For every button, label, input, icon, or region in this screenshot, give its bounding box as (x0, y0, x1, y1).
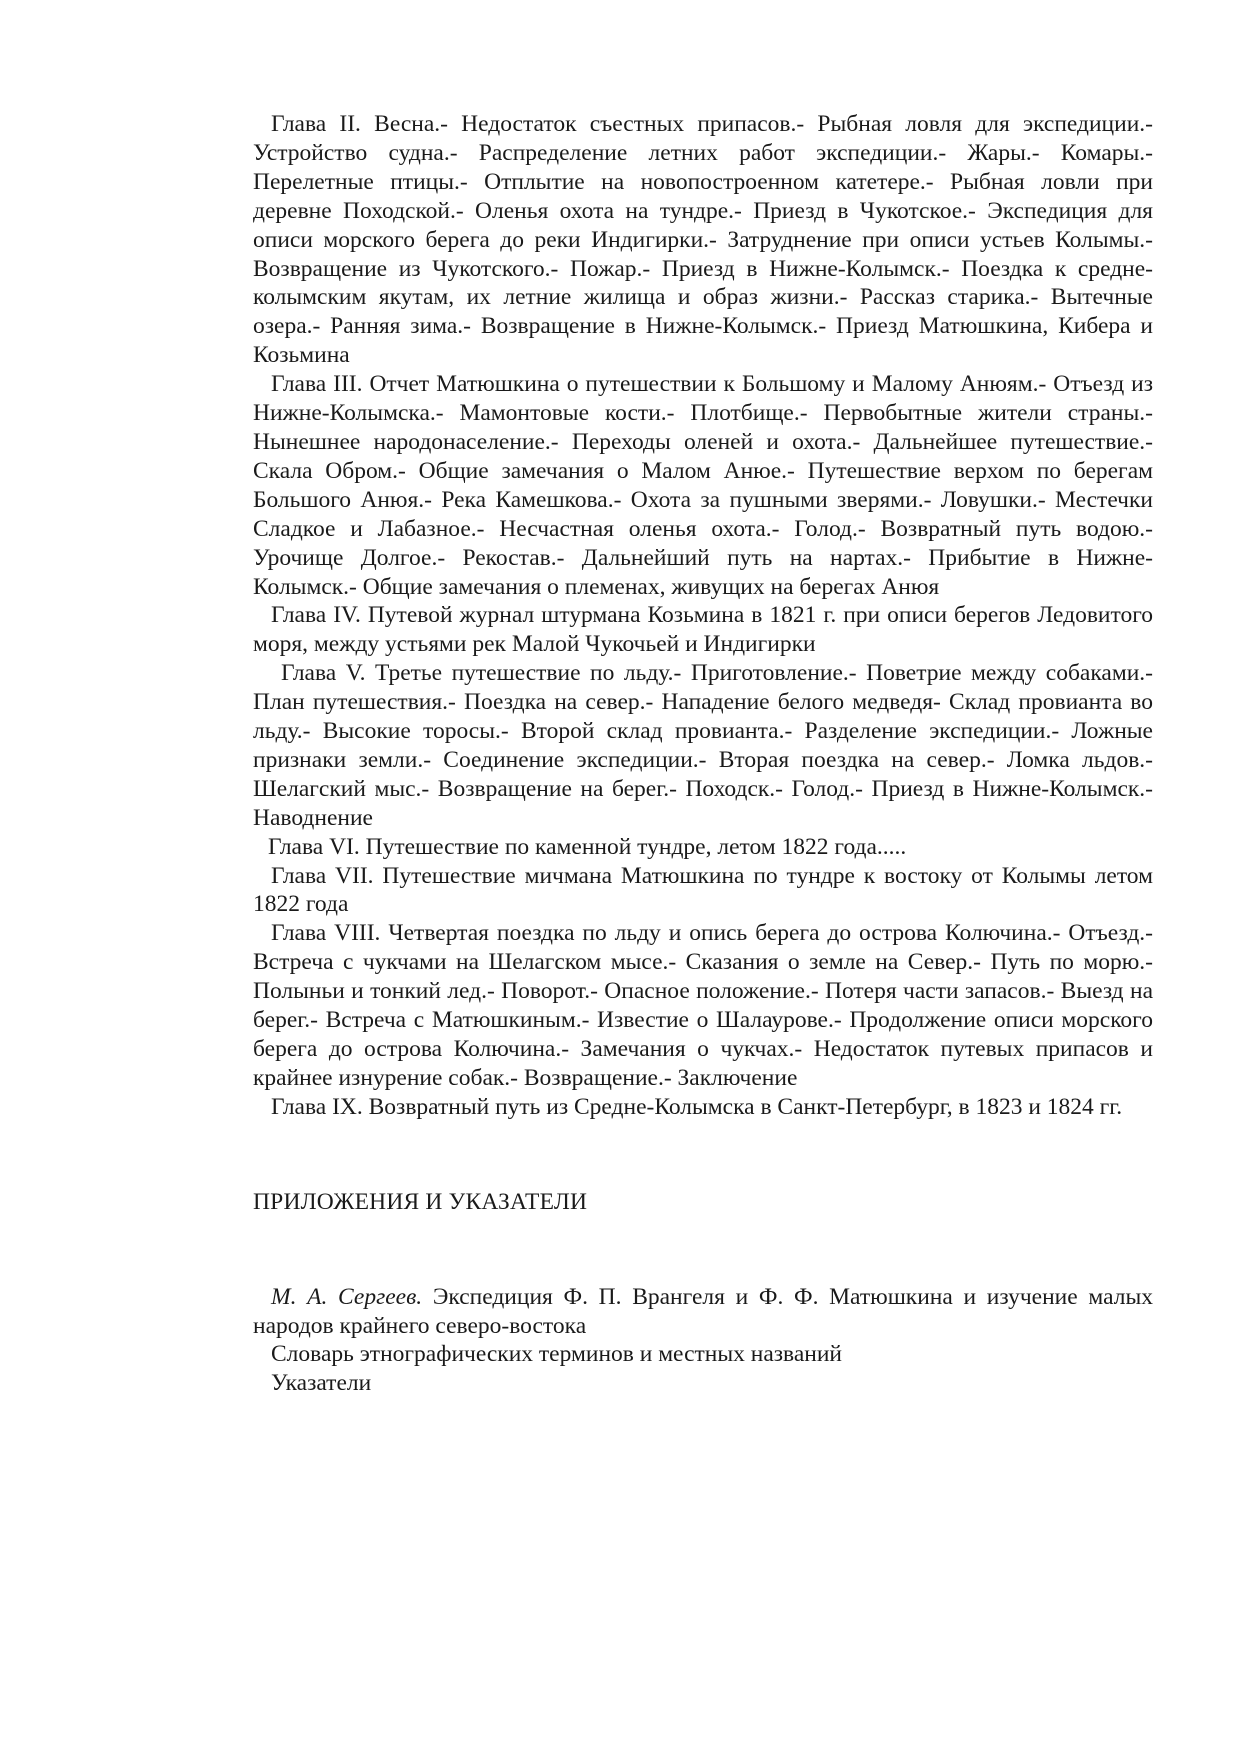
chapter-3-entry: Глава III. Отчет Матюшкина о путешествии к Большому и Малому Анюям.- Отъезд из Нижне-Колымска.- Мамонтовые кости.- Плотбище.- Первобытные жители страны.- Нынешнее народонаселение.- Переходы оленей и охота.- Дальнейшее путешествие.- Скала Обром.- Общие замечания о Малом Анюе.- Путешествие верхом по берегам Большого Анюя.- Река Камешкова.- Охота за пушными зверями.- Ловушки.- Местечки Сладкое и Лабазное.- Несчастная оленья охота.- Голод.- Возвратный путь водою.- Урочище Долгое.- Рекостав.- Дальнейший путь на нартах.- Прибытие в Нижне-Колымск.- Общие замечания о племенах, живущих на берегах Анюя (253, 371, 1153, 600)
chapter-2-entry: Глава II. Весна.- Недостаток съестных припасов.- Рыбная ловля для экспедиции.- Устройство судна.- Распределение летних работ экспедиции.- Жары.- Комары.- Перелетные птицы.- Отплытие на новопостроенном катетере.- Рыбная ловли при деревне Походской.- Оленья охота на тундре.- Приезд в Чукотское.- Экспедиция для описи морского берега до реки Индигирки.- Затруднение при описи устьев Колымы.- Возвращение из Чукотского.- Пожар.- Приезд в Нижне-Колымск.- Поездка к средне-колымским якутам, их летние жилища и образ жизни.- Рассказ старика.- Вытечные озера.- Ранняя зима.- Возвращение в Нижне-Колымск.- Приезд Матюшкина, Кибера и Козьмина (253, 111, 1153, 369)
appendix-item-title: Экспедиция Ф. П. Врангеля и Ф. Ф. Матюшкина и изучение малых народов крайнего северо-востока (253, 1283, 1153, 1339)
appendix-author: М. А. Сергеев. (271, 1283, 423, 1310)
chapter-4-entry: Глава IV. Путевой журнал штурмана Козьмина в 1821 г. при описи берегов Ледовитого моря, между устьями рек Малой Чукочьей и Индигирки (253, 602, 1153, 658)
chapter-6-entry: Глава VI. Путешествие по каменной тундре, летом 1822 года..... (268, 833, 907, 860)
appendix-item-expedition-study (253, 1283, 1153, 1341)
chapter-9-entry: Глава IX. Возвратный путь из Средне-Колымска в Санкт-Петербург, в 1823 и 1824 гг. (271, 1093, 1123, 1120)
document-page (253, 110, 1153, 1398)
appendix-item-dictionary: Словарь этнографических терминов и местных названий (271, 1341, 842, 1368)
appendix-item-indexes: Указатели (271, 1370, 372, 1397)
chapter-8-entry: Глава VIII. Четвертая поездка по льду и опись берега до острова Колючина.- Отъезд.- Встреча с чукчами на Шелагском мысе.- Сказания о земле на Север.- Путь по морю.- Полыньи и тонкий лед.- Поворот.- Опасное положение.- Потеря части запасов.- Выезд на берег.- Встреча с Матюшкиным.- Известие о Шалаурове.- Продолжение описи морского берега до острова Колючина.- Замечания о чукчах.- Недостаток путевых припасов и крайнее изнурение собак.- Возвращение.- Заключение (253, 920, 1153, 1091)
chapter-5-entry: Глава V. Третье путешествие по льду.- Приготовление.- Поветрие между собаками.- План путешествия.- Поездка на север.- Нападение белого медведя- Склад провианта во льду.- Высокие торосы.- Второй склад провианта.- Разделение экспедиции.- Ложные признаки земли.- Соединение экспедиции.- Вторая поездка на север.- Ломка льдов.- Шелагский мыс.- Возвращение на берег.- Походск.- Голод.- Приезд в Нижне-Колымск.- Наводнение (253, 660, 1153, 831)
chapter-7-entry: Глава VII. Путешествие мичмана Матюшкина по тундре к востоку от Колымы летом 1822 года (253, 862, 1153, 918)
appendix-section-title: ПРИЛОЖЕНИЯ И УКАЗАТЕЛИ (253, 1188, 588, 1215)
appendix-list (253, 1283, 1153, 1399)
